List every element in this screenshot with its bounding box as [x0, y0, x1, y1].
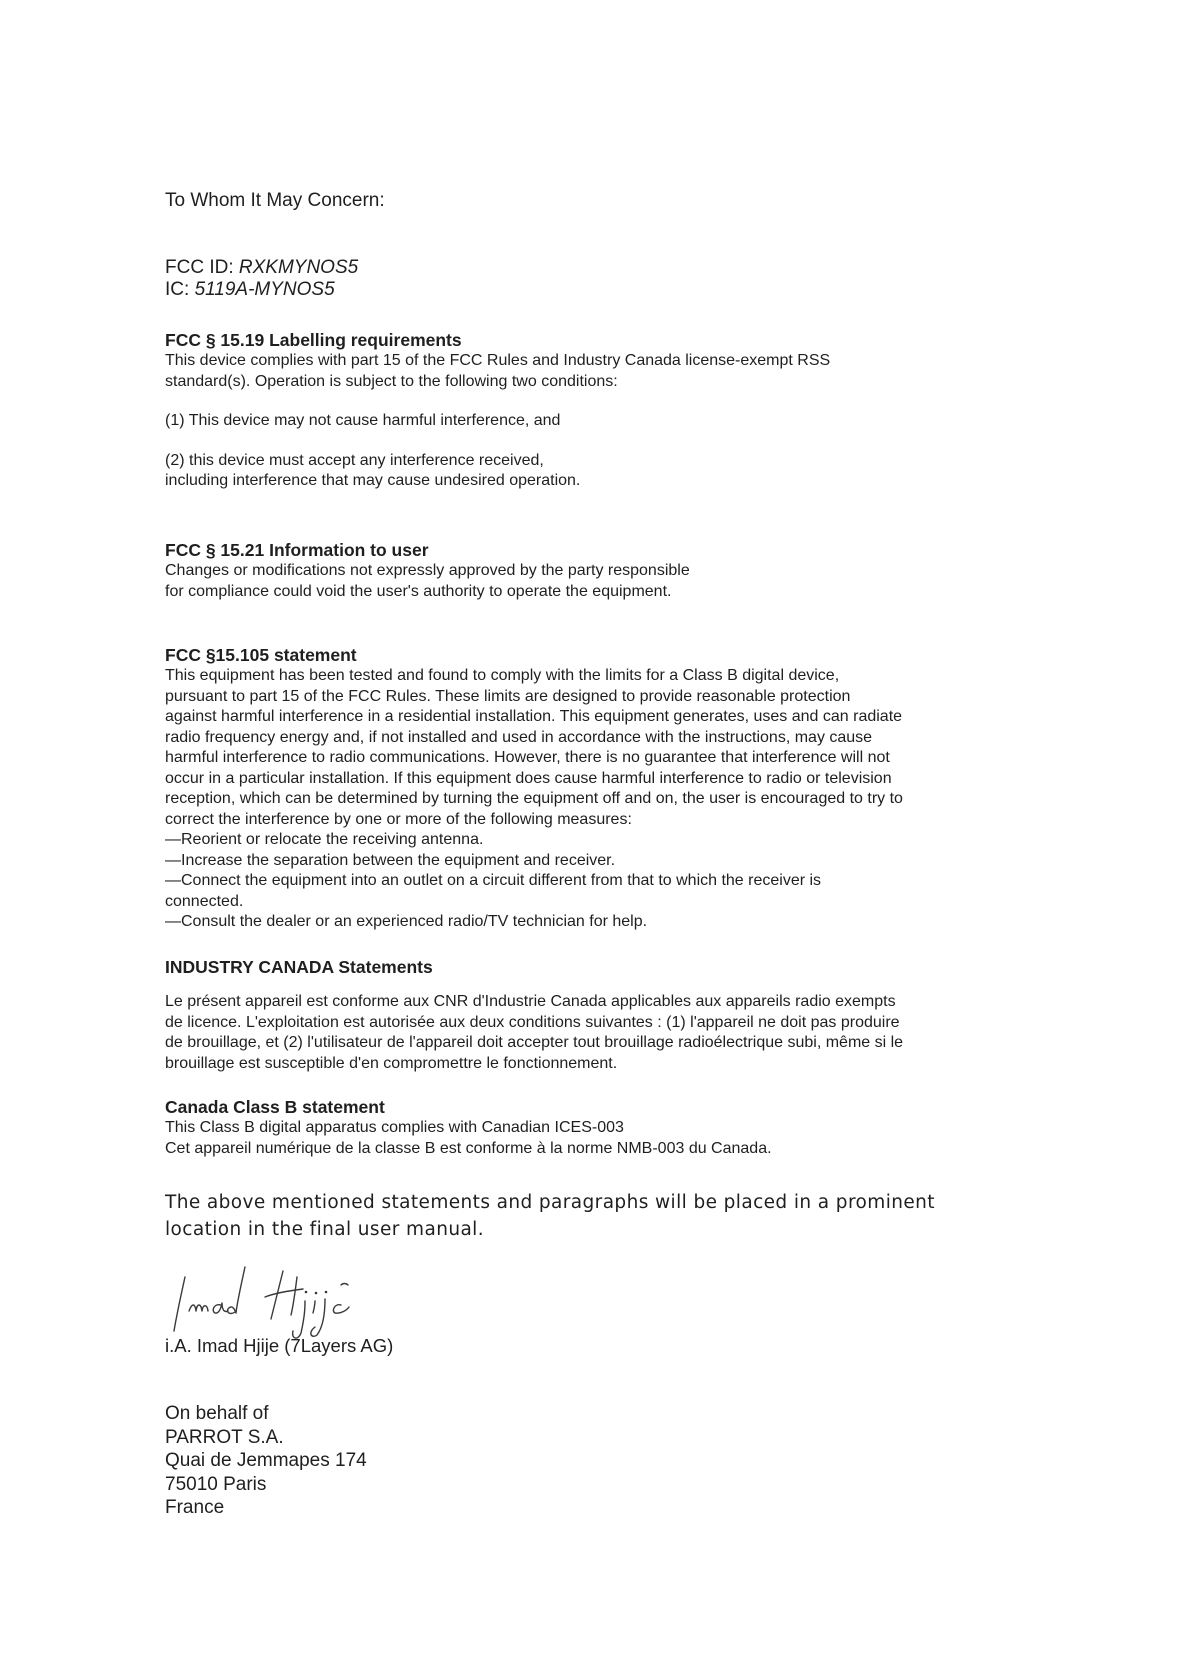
fcc-statement-heading: FCC §15.105 statement	[165, 645, 357, 665]
ic-line	[165, 279, 1045, 301]
industry-canada-heading: INDUSTRY CANADA Statements	[165, 957, 433, 977]
text-line: (2) this device must accept any interference received,	[165, 451, 544, 469]
text-line: de licence. L'exploitation est autorisée aux deux conditions suivantes : (1) l'appareil ne doit pas produire	[165, 1013, 900, 1031]
text-line: The above mentioned statements and paragraphs will be placed in a prominent	[165, 1192, 935, 1213]
manual-placement-note	[165, 1189, 1015, 1243]
class-b-body	[165, 1118, 1045, 1159]
fcc-id-value: RXKMYNOS5	[238, 257, 359, 278]
ic-value: 5119A-MYNOS5	[194, 279, 335, 300]
text-line: standard(s). Operation is subject to the following two conditions:	[165, 372, 618, 390]
address-line: 75010 Paris	[165, 1473, 267, 1495]
text-line: —Consult the dealer or an experienced radio/TV technician for help.	[165, 913, 648, 930]
text-line: correct the interference by one or more of the following measures:	[165, 810, 632, 828]
labelling-intro	[165, 351, 1045, 392]
handwritten-signature	[165, 1255, 395, 1340]
address-line: Quai de Jemmapes 174	[165, 1450, 367, 1471]
text-line: —Reorient or relocate the receiving antenna.	[165, 831, 484, 848]
address-line: France	[165, 1497, 225, 1518]
text-line: against harmful interference in a residential installation. This equipment generates, uses and can radiate	[165, 708, 903, 725]
text-line: Le présent appareil est conforme aux CNR d'Industrie Canada applicables aux appareils radio exempts	[165, 993, 896, 1010]
class-b-section	[165, 1097, 1045, 1159]
labelling-heading: FCC § 15.19 Labelling requirements	[165, 330, 462, 350]
text-line: occur in a particular installation. If this equipment does cause harmful interference to radio or television	[165, 769, 892, 787]
signatory-name: i.A. Imad Hjije (7Layers AG)	[165, 1335, 394, 1356]
text-line: radio frequency energy and, if not installed and used in accordance with the instructions, may cause	[165, 728, 873, 746]
fcc-id-label: FCC ID:	[165, 257, 239, 278]
information-heading: FCC § 15.21 Information to user	[165, 540, 429, 560]
device-ids	[165, 257, 1045, 301]
industry-canada-section	[165, 957, 1045, 1074]
class-b-heading: Canada Class B statement	[165, 1097, 385, 1117]
text-line: location in the final user manual.	[165, 1219, 485, 1240]
text-line: brouillage est susceptible d'en compromettre le fonctionnement.	[165, 1054, 618, 1072]
fcc-statement-section	[165, 645, 1045, 933]
information-section	[165, 540, 1045, 602]
text-line: connected.	[165, 892, 244, 910]
text-line: This device complies with part 15 of the FCC Rules and Industry Canada license-exempt RSS	[165, 352, 831, 369]
text-line: This equipment has been tested and found to comply with the limits for a Class B digital device,	[165, 667, 840, 684]
text-line: de brouillage, et (2) l'utilisateur de l'appareil doit accepter tout brouillage radioélectrique subi, même si le	[165, 1034, 904, 1051]
text-line: for compliance could void the user's authority to operate the equipment.	[165, 582, 672, 600]
text-line: This Class B digital apparatus complies with Canadian ICES-003	[165, 1119, 624, 1136]
address-line: On behalf of	[165, 1403, 269, 1424]
condition-2	[165, 451, 1045, 492]
labelling-section	[165, 330, 1045, 492]
text-line: including interference that may cause undesired operation.	[165, 472, 581, 489]
salutation: To Whom It May Concern:	[165, 190, 385, 211]
fcc-id-line	[165, 257, 1045, 279]
text-line: harmful interference to radio communications. However, there is no guarantee that interference will not	[165, 749, 890, 766]
information-body	[165, 561, 1045, 602]
industry-canada-body	[165, 992, 1045, 1074]
address-block	[165, 1402, 1045, 1520]
text-line: —Increase the separation between the equipment and receiver.	[165, 851, 616, 869]
text-line: —Connect the equipment into an outlet on a circuit different from that to which the receiver is	[165, 872, 822, 889]
fcc-statement-body	[165, 666, 1045, 933]
address-line: PARROT S.A.	[165, 1426, 284, 1448]
ic-label: IC:	[165, 279, 195, 300]
text-line: Changes or modifications not expressly approved by the party responsible	[165, 562, 690, 579]
text-line: reception, which can be determined by turning the equipment off and on, the user is encouraged to try to	[165, 790, 903, 807]
condition-1: (1) This device may not cause harmful interference, and	[165, 412, 561, 429]
text-line: Cet appareil numérique de la classe B est conforme à la norme NMB-003 du Canada.	[165, 1139, 772, 1157]
text-line: pursuant to part 15 of the FCC Rules. These limits are designed to provide reasonable protection	[165, 687, 851, 705]
